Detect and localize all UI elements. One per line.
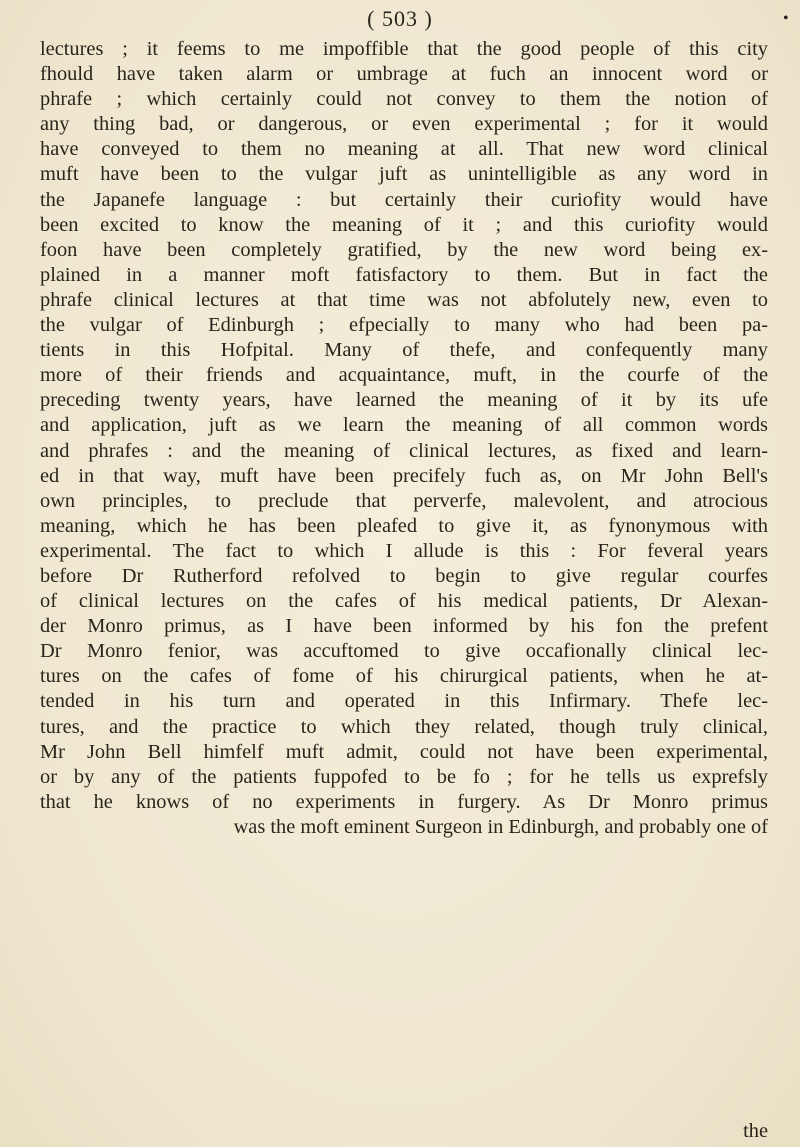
catchword: the (743, 1120, 768, 1142)
page-number: ( 503 ) (367, 6, 433, 31)
text-line: the Japanefe language : but certainly their curiofity would have (40, 188, 768, 211)
text-line: muft have been to the vulgar juft as unintelligible as any word in (40, 163, 768, 186)
text-line: the vulgar of Edinburgh ; efpecially to many who had been pa- (40, 314, 768, 337)
text-line: tients in this Hofpital. Many of thefe, and confequently many (40, 339, 768, 362)
text-line: lectures ; it feems to me impoffible that the good people of this city (40, 38, 768, 60)
text-line: more of their friends and acquaintance, muft, in the courfe of the (40, 364, 768, 387)
text-line: have conveyed to them no meaning at all. That new word clinical (40, 138, 768, 161)
text-line: before Dr Rutherford refolved to begin to give regular courfes (40, 564, 768, 587)
body-text (40, 37, 768, 840)
text-line: phrafe clinical lectures at that time was not abfolutely new, even to (40, 288, 768, 311)
text-line: meaning, which he has been pleafed to give it, as fynonymous with (40, 514, 768, 537)
text-line: Mr John Bell himfelf muft admit, could not have been experimental, (40, 740, 768, 763)
text-line: der Monro primus, as I have been informed by his fon the prefent (40, 615, 768, 638)
text-line: tures, and the practice to which they related, though truly clinical, (40, 715, 768, 738)
text-line: phrafe ; which certainly could not convey to them the notion of (40, 88, 768, 111)
text-line: been excited to know the meaning of it ; and this curiofity would (40, 213, 768, 236)
corner-mark: • (783, 10, 789, 27)
text-line: any thing bad, or dangerous, or even experimental ; for it would (40, 113, 768, 136)
text-line: Dr Monro fenior, was accuftomed to give occafionally clinical lec- (40, 640, 768, 663)
text-line: experimental. The fact to which I allude is this : For feveral years (40, 539, 768, 562)
text-line: and phrafes : and the meaning of clinical lectures, as fixed and learn- (40, 439, 768, 462)
text-line: was the moft eminent Surgeon in Edinburgh, and probably one of (233, 815, 768, 838)
text-line: of clinical lectures on the cafes of his medical patients, Dr Alexan- (40, 590, 768, 613)
text-line: tures on the cafes of fome of his chirurgical patients, when he at- (40, 665, 768, 688)
text-line: fhould have taken alarm or umbrage at fuch an innocent word or (40, 63, 768, 86)
text-line: own principles, to preclude that perverfe, malevolent, and atrocious (40, 489, 768, 512)
text-line: that he knows of no experiments in furgery. As Dr Monro primus (40, 790, 768, 813)
text-line: foon have been completely gratified, by the new word being ex- (40, 238, 768, 261)
text-line: and application, juft as we learn the meaning of all common words (40, 414, 768, 437)
text-line: ed in that way, muft have been precifely fuch as, on Mr John Bell's (40, 464, 768, 487)
text-line: or by any of the patients fuppofed to be fo ; for he tells us exprefsly (40, 765, 768, 788)
text-line: preceding twenty years, have learned the meaning of it by its ufe (40, 389, 768, 412)
text-line: plained in a manner moft fatisfactory to them. But in fact the (40, 263, 768, 286)
text-line: tended in his turn and operated in this Infirmary. Thefe lec- (40, 690, 768, 713)
